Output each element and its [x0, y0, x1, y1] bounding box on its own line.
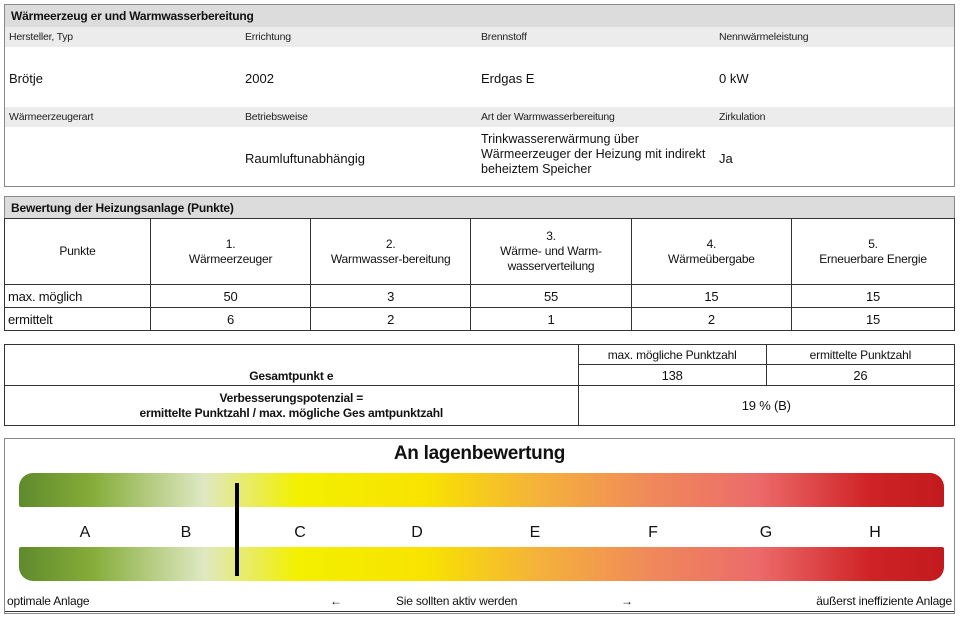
value-fuel: Erdgas E [481, 71, 535, 86]
row-found-value-3: 1 [471, 308, 632, 331]
rating-section-header [4, 196, 955, 219]
foot-center: Sie sollten aktiv werden [396, 594, 518, 608]
row-max-value-3: 55 [471, 285, 632, 308]
total-max-value: 138 [578, 365, 766, 386]
col-max-points-label: max. mögliche Punktzahl [578, 345, 766, 365]
points-col-2-num: 2. [385, 236, 396, 251]
potential-label-line-2: ermittelte Punktzahl / max. mögliche Ges amtpunktzahl [139, 405, 443, 420]
heat-generator-title: Wärmeerzeug er und Warmwasserbereitung [5, 5, 954, 27]
points-col-5-num: 5. [868, 236, 878, 251]
points-col-1-name: Wärmeerzeuger [188, 251, 273, 266]
rating-marker [235, 483, 239, 576]
points-col-3-name: Wärme- und Warm-wasserverteilung [500, 244, 602, 273]
arrow-right-icon: → [621, 594, 633, 608]
points-col-3-num: 3. [546, 229, 556, 243]
arrow-left-icon: ← [330, 594, 342, 608]
row-max-value-1: 50 [150, 285, 310, 308]
foot-divider [5, 611, 954, 612]
rating-title: An lagenbewertung [393, 443, 566, 464]
value-nominal-power: 0 kW [719, 71, 749, 86]
rating-letter-d: D [411, 524, 423, 541]
rating-letter-e: E [529, 524, 541, 541]
points-table [4, 218, 955, 331]
value-manufacturer: Brötje [9, 71, 43, 86]
row-found-label: ermittelt [5, 308, 151, 331]
points-col-4-name: Wärmeübergabe [668, 251, 755, 266]
value-circulation: Ja [719, 151, 733, 166]
rating-letter-h: H [869, 524, 881, 541]
points-col-5 [792, 219, 955, 285]
rating-section-title: Bewertung der Heizungsanlage (Punkte) [5, 197, 954, 219]
label-nominal-power: Nennwärmeleistung [719, 31, 809, 43]
label-fuel: Brennstoff [481, 31, 527, 43]
row-max-value-4: 15 [631, 285, 791, 308]
points-col-5-name: Erneuerbare Energie [819, 251, 927, 266]
points-col-4 [631, 219, 791, 285]
total-found-value: 26 [766, 365, 954, 386]
rating-bar-bottom [19, 547, 944, 581]
label-circulation: Zirkulation [719, 111, 766, 123]
points-col-1-num: 1. [225, 236, 236, 251]
rating-letter-b: B [180, 524, 192, 541]
points-col-4-num: 4. [706, 236, 717, 251]
total-table [4, 344, 955, 426]
value-hot-water-type: Trinkwassererwärmung über Wärmeerzeuger der Heizung mit indirekt beheiztem Speicher [481, 132, 706, 176]
points-col-1 [150, 219, 310, 285]
row-found-value-1: 6 [150, 308, 310, 331]
table-row [5, 308, 955, 331]
potential-value: 19 % (B) [578, 386, 954, 426]
foot-inefficient: äußerst ineffiziente Anlage [816, 594, 952, 608]
total-label: Gesamtpunkt e [5, 345, 579, 386]
label-hot-water-type: Art der Warmwasserbereitung [481, 111, 615, 123]
heat-generator-section [4, 4, 955, 187]
label-installation: Errichtung [245, 31, 291, 43]
rating-letter-c: C [294, 524, 306, 541]
row-found-value-2: 2 [311, 308, 471, 331]
rating-scale [4, 438, 955, 614]
row-max-value-5: 15 [792, 285, 955, 308]
label-band-1 [5, 27, 954, 47]
value-operating-mode: Raumluftunabhängig [245, 151, 365, 166]
foot-optimal: optimale Anlage [7, 594, 90, 608]
points-col-2 [311, 219, 471, 285]
row-max-label: max. möglich [5, 285, 151, 308]
rating-letter-g: G [759, 524, 773, 541]
value-installation: 2002 [245, 71, 274, 86]
rating-letter-a: A [79, 524, 91, 541]
potential-label [5, 386, 579, 426]
rating-letter-f: F [648, 524, 658, 541]
potential-label-line-1: Verbesserungspotenzial = [219, 390, 364, 405]
label-generator-type: Wärmeerzeugerart [9, 111, 94, 123]
points-header-label: Punkte [5, 219, 151, 285]
rating-bar-top [19, 473, 944, 507]
row-max-value-2: 3 [311, 285, 471, 308]
table-row [5, 285, 955, 308]
label-manufacturer: Hersteller, Typ [9, 31, 73, 43]
row-found-value-4: 2 [631, 308, 791, 331]
points-col-3 [471, 219, 632, 285]
col-found-points-label: ermittelte Punktzahl [766, 345, 954, 365]
row-found-value-5: 15 [792, 308, 955, 331]
label-band-2 [5, 107, 954, 127]
points-col-2-name: Warmwasser-bereitung [330, 251, 451, 266]
label-operating-mode: Betriebsweise [245, 111, 308, 123]
